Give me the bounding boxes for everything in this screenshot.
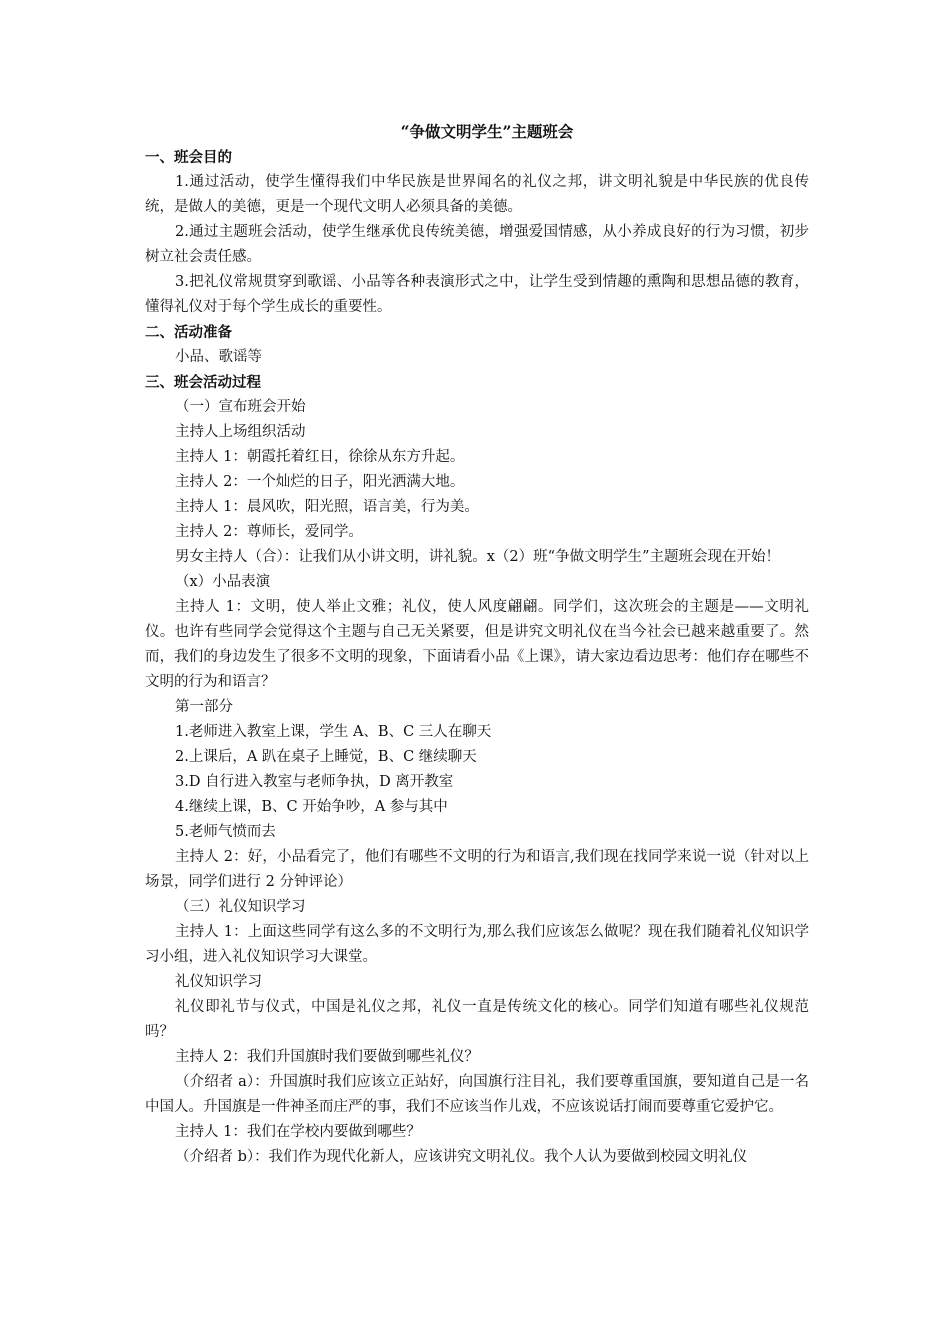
paragraph: 1.通过活动，使学生懂得我们中华民族是世界闻名的礼仪之邦，讲文明礼貌是中华民族的优良传统，是做人的美德，更是一个现代文明人必须具备的美德。: [145, 174, 809, 215]
paragraph: 主持人上场组织活动: [175, 424, 306, 440]
paragraph: 主持人 1：我们在学校内要做到哪些？: [175, 1124, 421, 1140]
paragraph: 小品、歌谣等: [175, 349, 262, 365]
paragraph: 3.把礼仪常规贯穿到歌谣、小品等各种表演形式之中，让学生受到情趣的熏陶和思想品德的教育，懂得礼仪对于每个学生成长的重要性。: [145, 274, 809, 315]
list-item: 3.D 自行进入教室与老师争执，D 离开教室: [175, 774, 454, 790]
paragraph: 主持人 2：尊师长，爱同学。: [175, 524, 363, 540]
paragraph: （介绍者 b）：我们作为现代化新人，应该讲究文明礼仪。我个人认为要做到校园文明礼仪: [175, 1149, 748, 1165]
list-item: 1.老师进入教室上课，学生 A、B、C 三人在聊天: [175, 724, 492, 740]
paragraph: 第一部分: [175, 699, 233, 715]
document-body: [145, 118, 809, 1170]
paragraph: 主持人 2：好，小品看完了，他们有哪些不文明的行为和语言,我们现在找同学来说一说（针对以上场景，同学们进行 2 分钟评论）: [145, 849, 809, 890]
paragraph: 礼仪知识学习: [175, 974, 262, 990]
paragraph: 主持人 1：上面这些同学有这么多的不文明行为,那么我们应该怎么做呢？现在我们随着礼仪知识学习小组，进入礼仪知识学习大课堂。: [145, 924, 809, 965]
paragraph: 主持人 2：我们升国旗时我们要做到哪些礼仪？: [175, 1049, 479, 1065]
paragraph: （一）宣布班会开始: [175, 399, 306, 415]
paragraph: 主持人 2：一个灿烂的日子，阳光洒满大地。: [175, 474, 465, 490]
paragraph: 主持人 1：文明，使人举止文雅；礼仪，使人风度翩翩。同学们，这次班会的主题是——文明礼仪。也许有些同学会觉得这个主题与自己无关紧要，但是讲究文明礼仪在当今社会已越来越重要了。然而，我们的身边发生了很多不文明的现象，下面请看小品《上课》，请大家边看边思考：他们存在哪些不文明的行为和语言？: [145, 599, 809, 690]
paragraph: 礼仪即礼节与仪式，中国是礼仪之邦，礼仪一直是传统文化的核心。同学们知道有哪些礼仪规范吗？: [145, 999, 809, 1040]
paragraph: 2.通过主题班会活动，使学生继承优良传统美德，增强爱国情感，从小养成良好的行为习惯，初步树立社会责任感。: [145, 224, 809, 265]
list-item: 5.老师气愤而去: [175, 824, 276, 840]
paragraph: 男女主持人（合）：让我们从小讲文明，讲礼貌。x（2）班“争做文明学生”主题班会现在开始！: [175, 549, 780, 565]
section-heading-purpose: 一、班会目的: [145, 149, 232, 166]
paragraph: 主持人 1：朝霞托着红日，徐徐从东方升起。: [175, 449, 465, 465]
section-heading-process: 三、班会活动过程: [145, 374, 261, 391]
list-item: 4.继续上课，B、C 开始争吵，A 参与其中: [175, 799, 448, 815]
paragraph: （x）小品表演: [175, 574, 271, 590]
document-title: “争做文明学生”主题班会: [400, 122, 574, 141]
paragraph: 主持人 1：晨风吹，阳光照，语言美，行为美。: [175, 499, 479, 515]
list-item: 2.上课后，A 趴在桌子上睡觉，B、C 继续聊天: [175, 749, 477, 765]
paragraph: （介绍者 a）：升国旗时我们应该立正站好，向国旗行注目礼，我们要尊重国旗，要知道自己是一名中国人。升国旗是一件神圣而庄严的事，我们不应该当作儿戏，不应该说话打闹而要尊重它爱护它。: [145, 1074, 809, 1115]
section-heading-preparation: 二、活动准备: [145, 324, 232, 341]
paragraph: （三）礼仪知识学习: [175, 899, 306, 915]
